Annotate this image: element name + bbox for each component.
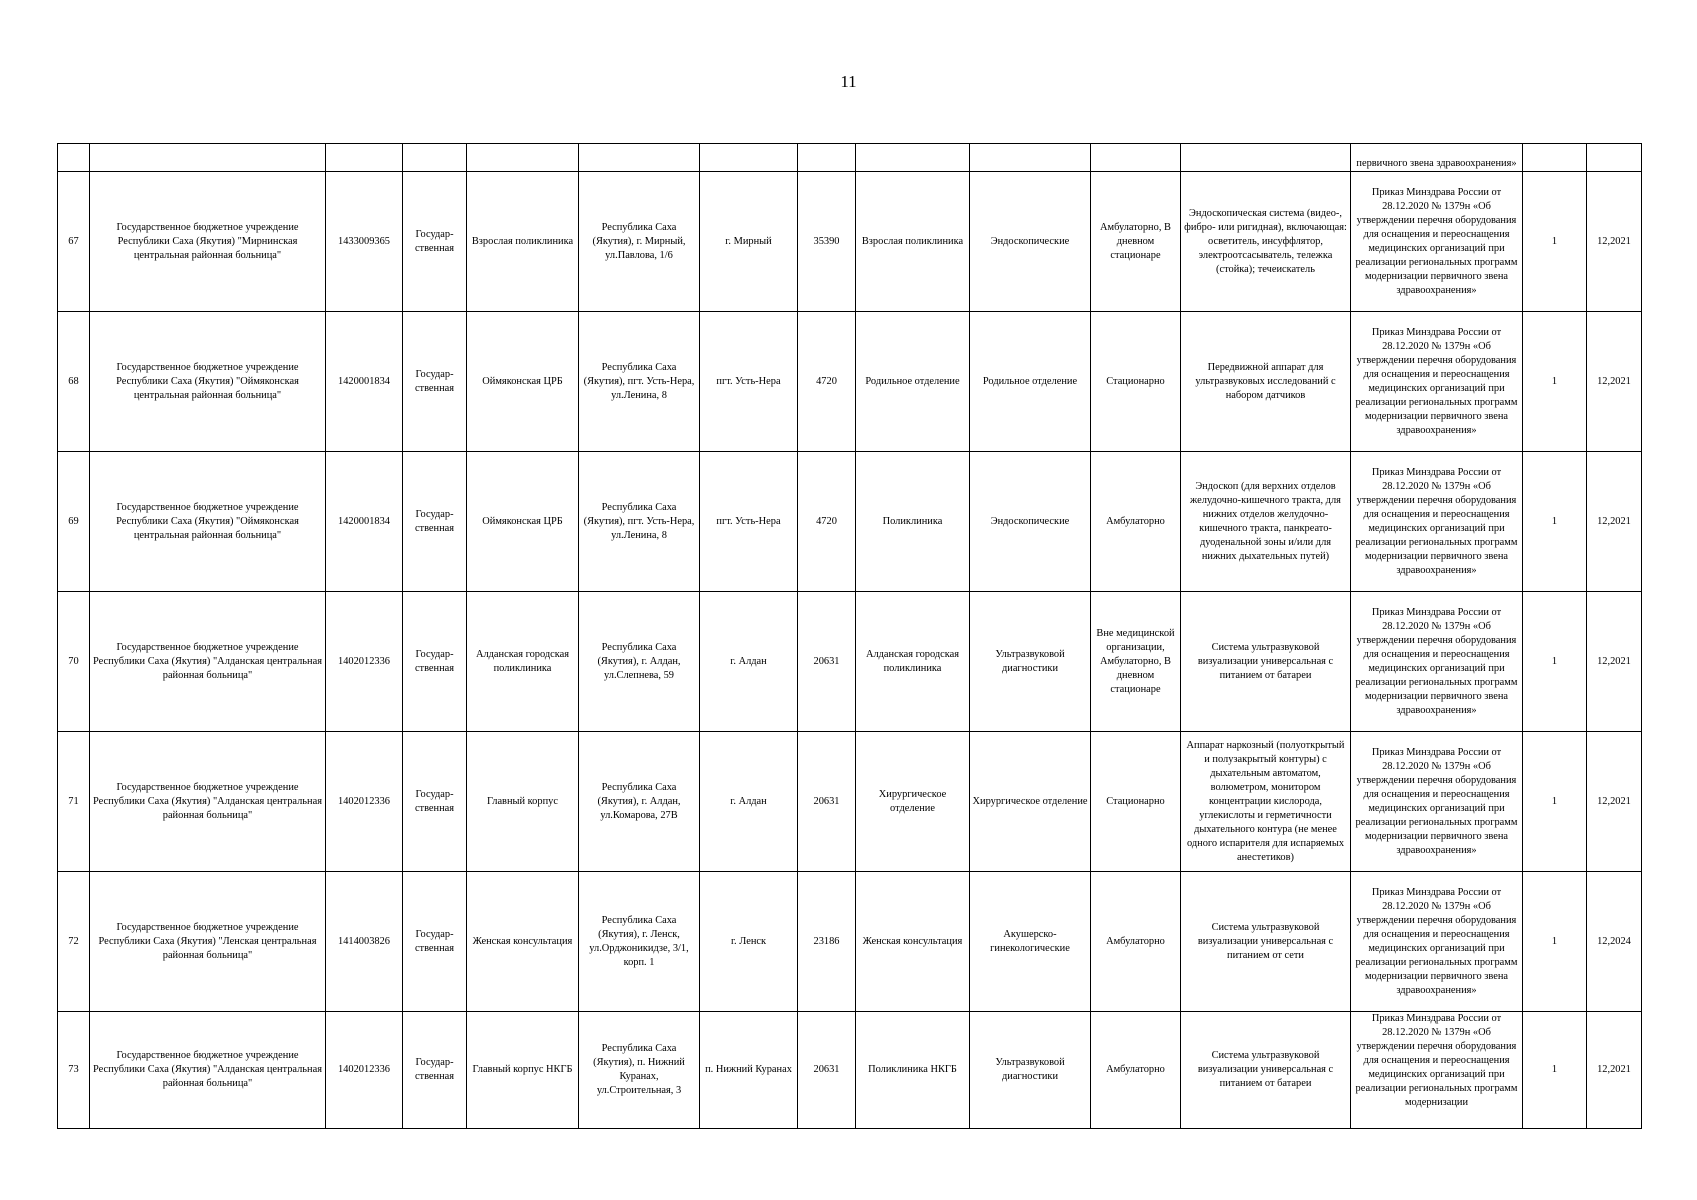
basis-cell: Приказ Минздрава России от 28.12.2020 № 1379н «Об утверждении перечня оборудования для оснащения и переоснащения медицинских организаций при реализации региональных программ модернизации первичного звена здравоохранения» xyxy=(1351,172,1523,312)
table-row-continuation xyxy=(58,144,1642,172)
address-cell: Республика Саха (Якутия), п. Нижний Куранах, ул.Строительная, 3 xyxy=(579,1012,700,1129)
profile-cell: Родильное отделение xyxy=(970,312,1091,452)
page-number: 11 xyxy=(840,72,857,91)
population-cell: 20631 xyxy=(798,592,856,732)
ownership-cell: Государ-ственная xyxy=(403,592,467,732)
inn-cell: 1402012336 xyxy=(326,1012,403,1129)
row-number-cell: 69 xyxy=(58,452,90,592)
unit-cell: Женская консультация xyxy=(467,872,579,1012)
date-cell: 12,2021 xyxy=(1587,1012,1642,1129)
basis-cell: Приказ Минздрава России от 28.12.2020 № 1379н «Об утверждении перечня оборудования для оснащения и переоснащения медицинских организаций при реализации региональных программ модернизации первичного звена здравоохранения» xyxy=(1351,452,1523,592)
unit-cell: Оймяконская ЦРБ xyxy=(467,312,579,452)
unit-cell: Главный корпус xyxy=(467,732,579,872)
equipment-cell: Аппарат наркозный (полуоткрытый и полузакрытый контуры) с дыхательным автоматом, волюметром, монитором концентрации кислорода, углекислоты и герметичности дыхательного контура (не менее одного испарителя для испаряемых анестетиков) xyxy=(1181,732,1351,872)
table-row xyxy=(58,452,1642,592)
inn-cell: 1420001834 xyxy=(326,312,403,452)
unit-cell: Взрослая поликлиника xyxy=(467,172,579,312)
basis-cell: Приказ Минздрава России от 28.12.2020 № 1379н «Об утверждении перечня оборудования для оснащения и переоснащения медицинских организаций при реализации региональных программ модернизации первичного звена здравоохранения» xyxy=(1351,312,1523,452)
condition-cell: Амбулаторно xyxy=(1091,872,1181,1012)
condition-cell: Стационарно xyxy=(1091,732,1181,872)
population-cell: 23186 xyxy=(798,872,856,1012)
ownership-cell: Государ-ственная xyxy=(403,172,467,312)
date-cell: 12,2024 xyxy=(1587,872,1642,1012)
ownership-cell: Государ-ственная xyxy=(403,1012,467,1129)
row-number-cell: 70 xyxy=(58,592,90,732)
equipment-cell: Передвижной аппарат для ультразвуковых исследований с набором датчиков xyxy=(1181,312,1351,452)
organization-cell: Государственное бюджетное учреждение Республики Саха (Якутия) "Алданская центральная районная больница" xyxy=(90,732,326,872)
quantity-cell: 1 xyxy=(1523,872,1587,1012)
basis-cell: Приказ Минздрава России от 28.12.2020 № 1379н «Об утверждении перечня оборудования для оснащения и переоснащения медицинских организаций при реализации региональных программ модернизации первичного звена здравоохранения» xyxy=(1351,592,1523,732)
unit-cell: Алданская городская поликлиника xyxy=(467,592,579,732)
organization-cell: Государственное бюджетное учреждение Республики Саха (Якутия) "Оймяконская центральная районная больница" xyxy=(90,312,326,452)
subunit-cell: Алданская городская поликлиника xyxy=(856,592,970,732)
unit-cell: Оймяконская ЦРБ xyxy=(467,452,579,592)
locality-cell: г. Алдан xyxy=(700,592,798,732)
equipment-cell: Система ультразвуковой визуализации универсальная с питанием от батареи xyxy=(1181,1012,1351,1129)
row-number-cell: 73 xyxy=(58,1012,90,1129)
inn-cell: 1402012336 xyxy=(326,592,403,732)
locality-cell: п. Нижний Куранах xyxy=(700,1012,798,1129)
organization-cell: Государственное бюджетное учреждение Республики Саха (Якутия) "Ленская центральная районная больница" xyxy=(90,872,326,1012)
profile-cell: Ультразвуковой диагностики xyxy=(970,1012,1091,1129)
address-cell: Республика Саха (Якутия), г. Алдан, ул.Комарова, 27В xyxy=(579,732,700,872)
row-number-cell: 72 xyxy=(58,872,90,1012)
ownership-cell: Государ-ственная xyxy=(403,452,467,592)
ownership-cell: Государ-ственная xyxy=(403,312,467,452)
inn-cell: 1420001834 xyxy=(326,452,403,592)
date-cell: 12,2021 xyxy=(1587,452,1642,592)
ownership-cell: Государ-ственная xyxy=(403,732,467,872)
row-number-cell: 68 xyxy=(58,312,90,452)
equipment-cell: Система ультразвуковой визуализации универсальная с питанием от сети xyxy=(1181,872,1351,1012)
locality-cell: пгт. Усть-Нера xyxy=(700,312,798,452)
address-cell: Республика Саха (Якутия), пгт. Усть-Нера, ул.Ленина, 8 xyxy=(579,452,700,592)
subunit-cell: Взрослая поликлиника xyxy=(856,172,970,312)
population-cell: 20631 xyxy=(798,732,856,872)
inn-cell: 1402012336 xyxy=(326,732,403,872)
row-number-cell: 71 xyxy=(58,732,90,872)
organization-cell: Государственное бюджетное учреждение Республики Саха (Якутия) "Оймяконская центральная районная больница" xyxy=(90,452,326,592)
table-row xyxy=(58,732,1642,872)
address-cell: Республика Саха (Якутия), г. Ленск, ул.Орджоникидзе, 3/1, корп. 1 xyxy=(579,872,700,1012)
quantity-cell: 1 xyxy=(1523,592,1587,732)
basis-cell: первичного звена здравоохранения» xyxy=(1351,144,1523,172)
subunit-cell: Поликлиника НКГБ xyxy=(856,1012,970,1129)
subunit-cell: Женская консультация xyxy=(856,872,970,1012)
locality-cell: пгт. Усть-Нера xyxy=(700,452,798,592)
population-cell: 20631 xyxy=(798,1012,856,1129)
quantity-cell: 1 xyxy=(1523,312,1587,452)
profile-cell: Хирургическое отделение xyxy=(970,732,1091,872)
inn-cell: 1414003826 xyxy=(326,872,403,1012)
subunit-cell: Хирургическое отделение xyxy=(856,732,970,872)
equipment-cell: Эндоскопическая система (видео-, фибро- или ригидная), включающая: осветитель, инсуффлятор, электроотсасыватель, тележка (стойка); течеискатель xyxy=(1181,172,1351,312)
profile-cell: Эндоскопические xyxy=(970,452,1091,592)
locality-cell: г. Мирный xyxy=(700,172,798,312)
population-cell: 4720 xyxy=(798,452,856,592)
row-number-cell: 67 xyxy=(58,172,90,312)
profile-cell: Эндоскопические xyxy=(970,172,1091,312)
locality-cell: г. Ленск xyxy=(700,872,798,1012)
subunit-cell: Поликлиника xyxy=(856,452,970,592)
equipment-cell: Система ультразвуковой визуализации универсальная с питанием от батареи xyxy=(1181,592,1351,732)
address-cell: Республика Саха (Якутия), пгт. Усть-Нера, ул.Ленина, 8 xyxy=(579,312,700,452)
condition-cell: Стационарно xyxy=(1091,312,1181,452)
address-cell: Республика Саха (Якутия), г. Мирный, ул.Павлова, 1/6 xyxy=(579,172,700,312)
date-cell: 12,2021 xyxy=(1587,732,1642,872)
locality-cell: г. Алдан xyxy=(700,732,798,872)
quantity-cell: 1 xyxy=(1523,732,1587,872)
date-cell: 12,2021 xyxy=(1587,312,1642,452)
equipment-cell: Эндоскоп (для верхних отделов желудочно-кишечного тракта, для нижних отделов желудочно-кишечного тракта, панкреато-дуоденальной зоны и/или для нижних дыхательных путей) xyxy=(1181,452,1351,592)
condition-cell: Амбулаторно xyxy=(1091,1012,1181,1129)
table-row xyxy=(58,872,1642,1012)
population-cell: 4720 xyxy=(798,312,856,452)
ownership-cell: Государ-ственная xyxy=(403,872,467,1012)
inn-cell: 1433009365 xyxy=(326,172,403,312)
profile-cell: Акушерско-гинекологические xyxy=(970,872,1091,1012)
table-row xyxy=(58,312,1642,452)
condition-cell: Амбулаторно, В дневном стационаре xyxy=(1091,172,1181,312)
unit-cell: Главный корпус НКГБ xyxy=(467,1012,579,1129)
date-cell: 12,2021 xyxy=(1587,172,1642,312)
quantity-cell: 1 xyxy=(1523,172,1587,312)
profile-cell: Ультразвуковой диагностики xyxy=(970,592,1091,732)
equipment-table xyxy=(57,143,1642,1129)
condition-cell: Амбулаторно xyxy=(1091,452,1181,592)
organization-cell: Государственное бюджетное учреждение Республики Саха (Якутия) "Алданская центральная районная больница" xyxy=(90,592,326,732)
basis-cell: Приказ Минздрава России от 28.12.2020 № 1379н «Об утверждении перечня оборудования для оснащения и переоснащения медицинских организаций при реализации региональных программ модернизации первичного звена здравоохранения» xyxy=(1351,872,1523,1012)
quantity-cell: 1 xyxy=(1523,1012,1587,1129)
table-row xyxy=(58,172,1642,312)
basis-cell: Приказ Минздрава России от 28.12.2020 № 1379н «Об утверждении перечня оборудования для оснащения и переоснащения медицинских организаций при реализации региональных программ модернизации xyxy=(1351,1012,1523,1129)
organization-cell: Государственное бюджетное учреждение Республики Саха (Якутия) "Мирнинская центральная районная больница" xyxy=(90,172,326,312)
table-row xyxy=(58,592,1642,732)
date-cell: 12,2021 xyxy=(1587,592,1642,732)
population-cell: 35390 xyxy=(798,172,856,312)
basis-cell: Приказ Минздрава России от 28.12.2020 № 1379н «Об утверждении перечня оборудования для оснащения и переоснащения медицинских организаций при реализации региональных программ модернизации первичного звена здравоохранения» xyxy=(1351,732,1523,872)
condition-cell: Вне медицинской организации, Амбулаторно, В дневном стационаре xyxy=(1091,592,1181,732)
table-row xyxy=(58,1012,1642,1129)
address-cell: Республика Саха (Якутия), г. Алдан, ул.Слепнева, 59 xyxy=(579,592,700,732)
subunit-cell: Родильное отделение xyxy=(856,312,970,452)
quantity-cell: 1 xyxy=(1523,452,1587,592)
organization-cell: Государственное бюджетное учреждение Республики Саха (Якутия) "Алданская центральная районная больница" xyxy=(90,1012,326,1129)
